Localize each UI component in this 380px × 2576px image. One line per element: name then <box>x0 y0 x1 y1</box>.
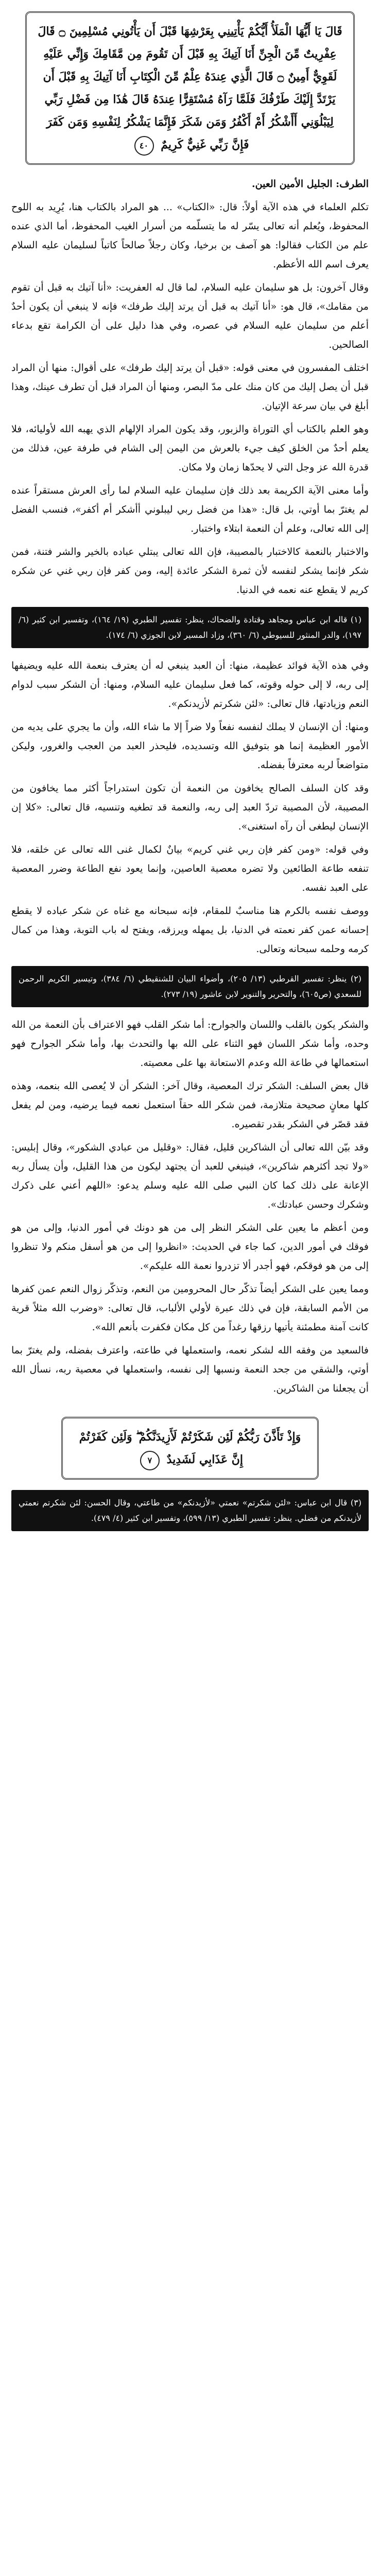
paragraph: والاختبار بالنعمة كالاختبار بالمصيبة، فإن الله تعالى يبتلي عباده بالخير والشر فتنة، فمن شكر فإنما يشكر لنفسه لأن ثمرة الشكر عائدة إليه، ومن كفر فإن ربي غني عن شكره كريم لا يقطع عنه نعمه في الدنيا. <box>11 546 369 596</box>
paragraph: فالسعيد من وفقه الله لشكر نعمه، واستعملها في طاعته، واعترف بفضله، ولم يغترّ بما أوتي، والشقي من جحد النعمة ونسبها إلى نفسه، واستعملها في معصية ربه، نسأل الله أن يجعلنا من الشاكرين. <box>11 1345 369 1394</box>
paragraph: وقد بيّن الله تعالى أن الشاكرين قليل، فقال: «وقليل من عبادي الشكور»، وقال إبليس: «ولا تجد أكثرهم شاكرين»، فينبغي للعبد أن يجتهد ليكون من هذا القليل، وأن يسأل ربه الإعانة على ذلك كما كان النبي صلى الله عليه وسلم يدعو: «اللهم أعني على ذكرك وشكرك وحسن عبادتك». <box>11 1142 369 1210</box>
verse-number-marker: ٤٠ <box>134 136 154 156</box>
closing-verse-text: وَإِذْ تَأَذَّنَ رَبُّكُمْ لَئِن شَكَرْتُمْ لَأَزِيدَنَّكُمْ ۖ وَلَئِن كَفَرْتُمْ إِنَّ عَذَابِي لَشَدِيدٌ <box>79 1430 301 1466</box>
opening-verse-text: قَالَ يَا أَيُّهَا الْمَلَأُ أَيُّكُمْ يَأْتِينِي بِعَرْشِهَا قَبْلَ أَن يَأْتُونِي مُسْلِمِينَ ۝ قَالَ عِفْرِيتٌ مِّنَ الْجِنِّ أَنَا آتِيكَ بِهِ قَبْلَ أَن تَقُومَ مِن مَّقَامِكَ وَإِنِّي عَلَيْهِ لَقَوِيٌّ أَمِينٌ ۝ قَالَ الَّذِي عِندَهُ عِلْمٌ مِّنَ الْكِتَابِ أَنَا آتِيكَ بِهِ قَبْلَ أَن يَرْتَدَّ إِلَيْكَ طَرْفُكَ فَلَمَّا رَآهُ مُسْتَقِرًّا عِندَهُ قَالَ هَٰذَا مِن فَضْلِ رَبِّي لِيَبْلُوَنِي أَأَشْكُرُ أَمْ أَكْفُرُ وَمَن شَكَرَ فَإِنَّمَا يَشْكُرُ لِنَفْسِهِ وَمَن كَفَرَ فَإِنَّ رَبِّي غَنِيٌّ كَرِيمٌ <box>38 25 342 151</box>
footnote-block: (٢) ينظر: تفسير القرطبي (١٣/ ٢٠٥)، وأضواء البيان للشنقيطي (٦/ ٣٨٤)، وتيسير الكريم الرحمن للسعدي (ص٦٠٥)، والتحرير والتنوير لابن عاشور (١٩/ ٢٧٣). <box>11 966 369 1007</box>
paragraph: اختلف المفسرون في معنى قوله: «قبل أن يرتد إليك طرفك» على أقوال: منها أن المراد قبل أن يصل إليك من كان منك على مدّ البصر، ومنها أن المراد قبل أن تطرف عينك، وهذا أبلغ في بيان سرعة الإتيان. <box>11 362 369 412</box>
paragraph: وقد كان السلف الصالح يخافون من النعمة أن تكون استدراجاً أكثر مما يخافون من المصيبة، لأن المصيبة تردّ العبد إلى ربه، والنعمة قد تطغيه وتنسيه، قال تعالى: «كلا إن الإنسان ليطغى أن رآه استغنى». <box>11 783 369 832</box>
paragraph: وأما معنى الآية الكريمة بعد ذلك فإن سليمان عليه السلام لما رأى العرش مستقراً عنده لم يغترّ بما أوتي، بل قال: «هذا من فضل ربي ليبلوني أأشكر أم أكفر»، فنسب الفضل إلى الله تعالى، وعلم أن النعمة ابتلاء واختبار. <box>11 485 369 534</box>
paragraph: قال بعض السلف: الشكر ترك المعصية، وقال آخر: الشكر أن لا يُعصى الله بنعمه، وهذه كلها معانٍ صحيحة متلازمة، فمن شكر الله حقاً استعمل نعمه فيما يرضيه، ومن لم يفعل فقد قصّر في الشكر بقدر تقصيره. <box>11 1080 369 1130</box>
paragraph: وقال آخرون: بل هو سليمان عليه السلام، لما قال له العفريت: «أنا آتيك به قبل أن تقوم من مقامك»، قال هو: «أنا آتيك به قبل أن يرتد إليك طرفك» فإنه لا ينبغي أن يكون أحدٌ أعلم من سليمان عليه السلام في عصره، وفي هذا دليل على أن الكرامة تقع بدعاء الصالحين. <box>11 282 369 350</box>
paragraph: ووصف نفسه بالكرم هنا مناسبٌ للمقام، فإنه سبحانه مع غناه عن شكر عباده لا يقطع إحسانه عمن كفر نعمته في الدنيا، بل يمهله ويرزقه، ويفتح له باب التوبة، وهذا من كمال كرمه وحلمه سبحانه وتعالى. <box>11 905 369 955</box>
paragraph: تكلم العلماء في هذه الآية أولاً: قال: «الكتاب» ... هو المراد بالكتاب هنا، يُرِيد به اللوح المحفوظ، ويُعلم أنه تعالى يسّر له ما يتسلّمه من أسرار الغيب المحفوظ، أما الذي عنده علم من الكتاب فقالوا: هو آصف بن برخيا، وكان رجلاً صالحاً كاتباً لسليمان عليه السلام يعرف اسم الله الأعظم. <box>11 201 369 270</box>
paragraph: ومما يعين على الشكر أيضاً تذكّر حال المحرومين من النعم، وتذكّر زوال النعم عمن كفرها من الأمم السابقة، فإن في ذلك عبرة لأولي الألباب، قال تعالى: «وضرب الله مثلاً قرية كانت آمنة مطمئنة يأتيها رزقها رغداً من كل مكان فكفرت بأنعم الله». <box>11 1283 369 1333</box>
paragraph: والشكر يكون بالقلب واللسان والجوارح: أما شكر القلب فهو الاعتراف بأن النعمة من الله وحده، وأما شكر اللسان فهو الثناء على الله بها والتحدث بها، وأما شكر الجوارح فهو استعمالها في طاعة الله وعدم الاستعانة بها على معصيته. <box>11 1019 369 1069</box>
section-title: الطرف: الجليل الأمين العين. <box>252 178 369 190</box>
footnote-block: (٣) قال ابن عباس: «لئن شكرتم» نعمتي «لأزيدنكم» من طاعتي، وقال الحسن: لئن شكرتم نعمتي لأزيدنكم من فضلي. ينظر: تفسير الطبري (١٣/ ٥٩٩)، وتفسير ابن كثير (٤/ ٤٧٩). <box>11 1490 369 1531</box>
footnote-block: (١) قاله ابن عباس ومجاهد وقتادة والضحاك، ينظر: تفسير الطبري (١٩/ ١٦٤)، وتفسير ابن كثير (٦/ ١٩٧)، والدر المنثور للسيوطي (٦/ ٣٦٠)، وزاد المسير لابن الجوزي (٦/ ١٧٤). <box>11 607 369 648</box>
paragraph: وفي قوله: «ومن كفر فإن ربي غني كريم» بيانٌ لكمال غنى الله تعالى عن خلقه، فلا تنفعه طاعة الطائعين ولا تضره معصية العاصين، وإنما يعود نفع الطاعة وضرر المعصية على العبد نفسه. <box>11 844 369 893</box>
paragraph: وهو العلم بالكتاب أي التوراة والزبور، وقد يكون المراد الإلهام الذي يهبه الله لأوليائه، فلا يعلم أحدٌ من الخلق كيف جيء بالعرش من اليمن إلى الشام في طرفة عين، فذلك من قدرة الله عز وجل التي لا يحدّها زمان ولا مكان. <box>11 423 369 473</box>
paragraph: ومنها: أن الإنسان لا يملك لنفسه نفعاً ولا ضراً إلا ما شاء الله، وأن ما يجري على يديه من الأمور العظيمة إنما هو بتوفيق الله وتسديده، فليحذر العبد من العجب والغرور، وليكن متواضعاً لربه معترفاً بفضله. <box>11 721 369 771</box>
paragraph: ومن أعظم ما يعين على الشكر النظر إلى من هو دونك في أمور الدنيا، وإلى من هو فوقك في أمور الدين، كما جاء في الحديث: «انظروا إلى من هو أسفل منكم ولا تنظروا إلى من هو فوقكم، فهو أجدر ألا تزدروا نعمة الله عليكم». <box>11 1222 369 1272</box>
verse-number-marker: ٧ <box>140 1451 160 1470</box>
opening-verse-frame <box>25 11 355 165</box>
closing-verse-frame <box>61 1417 319 1480</box>
paragraph: وفي هذه الآية فوائد عظيمة، منها: أن العبد ينبغي له أن يعترف بنعمة الله عليه ويضيفها إلى ربه، لا إلى حوله وقوته، كما فعل سليمان عليه السلام، ومنها: أن الشكر سبب لدوام النعم وزيادتها، قال تعالى: «لئن شكرتم لأزيدنكم». <box>11 660 369 709</box>
